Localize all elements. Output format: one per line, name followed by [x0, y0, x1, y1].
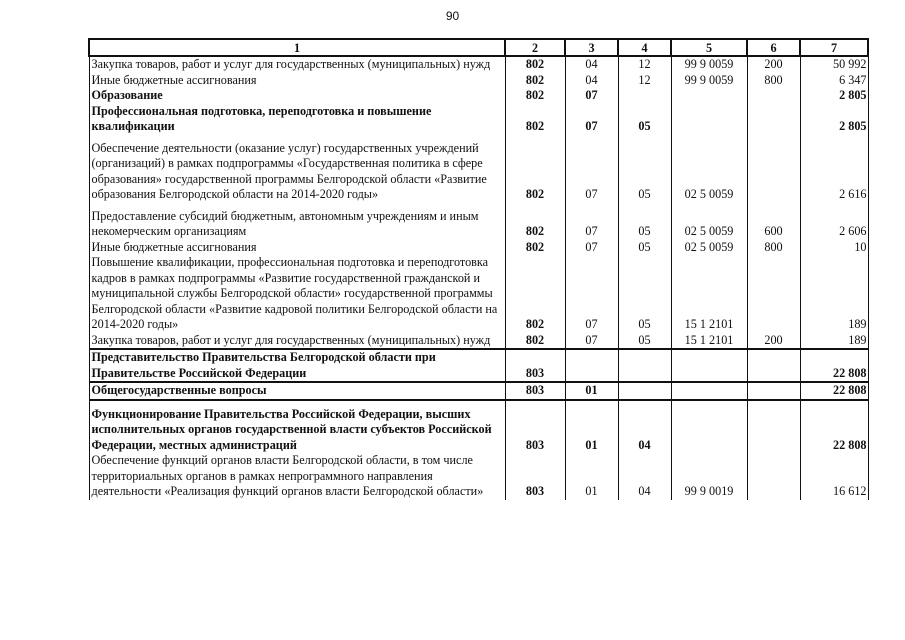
header-cell-2: 2 — [505, 39, 565, 56]
row-expense-type: 800 — [747, 73, 800, 89]
row-section: 01 — [565, 382, 618, 400]
row-section: 07 — [565, 104, 618, 135]
row-target-article: 99 9 0059 — [671, 56, 747, 73]
row-subsection: 12 — [618, 73, 671, 89]
row-description: Иные бюджетные ассигнования — [89, 73, 505, 89]
row-amount: 22 808 — [800, 382, 868, 400]
row-section: 07 — [565, 240, 618, 256]
row-expense-type — [747, 400, 800, 454]
row-amount: 16 612 — [800, 453, 868, 500]
row-expense-type — [747, 349, 800, 382]
header-cell-4: 4 — [618, 39, 671, 56]
row-target-article: 99 9 0019 — [671, 453, 747, 500]
row-target-article: 02 5 0059 — [671, 135, 747, 203]
row-target-article — [671, 349, 747, 382]
row-amount: 189 — [800, 333, 868, 350]
row-description: Обеспечение функций органов власти Белгородской области, в том числе территориальных органов в рамках непрограммного направления деятельности «Реализация функций органов власти Белгородской области» — [89, 453, 505, 500]
table-row — [89, 73, 868, 89]
table-row — [89, 400, 868, 454]
row-section: 04 — [565, 73, 618, 89]
row-ministry-code: 802 — [505, 73, 565, 89]
row-ministry-code: 802 — [505, 333, 565, 350]
row-expense-type: 600 — [747, 203, 800, 240]
row-section: 01 — [565, 400, 618, 454]
row-ministry-code: 803 — [505, 382, 565, 400]
row-description: Профессиональная подготовка, переподготовка и повышение квалификации — [89, 104, 505, 135]
row-amount: 10 — [800, 240, 868, 256]
row-description: Функционирование Правительства Российской Федерации, высших исполнительных органов государственной власти субъектов Российской Федерации, местных администраций — [89, 400, 505, 454]
row-subsection: 12 — [618, 56, 671, 73]
table-row — [89, 88, 868, 104]
row-amount: 2 616 — [800, 135, 868, 203]
row-target-article — [671, 104, 747, 135]
row-expense-type: 200 — [747, 56, 800, 73]
row-section: 07 — [565, 135, 618, 203]
row-section: 04 — [565, 56, 618, 73]
row-ministry-code: 802 — [505, 255, 565, 333]
row-ministry-code: 803 — [505, 453, 565, 500]
row-expense-type: 800 — [747, 240, 800, 256]
row-subsection: 05 — [618, 104, 671, 135]
row-expense-type — [747, 104, 800, 135]
header-cell-5: 5 — [671, 39, 747, 56]
header-cell-1: 1 — [89, 39, 505, 56]
row-description: Закупка товаров, работ и услуг для государственных (муниципальных) нужд — [89, 56, 505, 73]
row-subsection: 05 — [618, 333, 671, 350]
table-row — [89, 203, 868, 240]
row-target-article — [671, 88, 747, 104]
row-ministry-code: 803 — [505, 400, 565, 454]
row-ministry-code: 802 — [505, 135, 565, 203]
table-row — [89, 104, 868, 135]
table-row — [89, 240, 868, 256]
page-number: 90 — [445, 9, 460, 23]
row-description: Представительство Правительства Белгородской области при Правительстве Российской Федерации — [89, 349, 505, 382]
row-amount: 2 805 — [800, 88, 868, 104]
row-amount: 2 805 — [800, 104, 868, 135]
row-target-article — [671, 400, 747, 454]
header-cell-3: 3 — [565, 39, 618, 56]
row-subsection: 05 — [618, 240, 671, 256]
row-expense-type — [747, 135, 800, 203]
row-subsection: 05 — [618, 203, 671, 240]
row-section: 07 — [565, 203, 618, 240]
row-amount: 6 347 — [800, 73, 868, 89]
table-row — [89, 135, 868, 203]
row-ministry-code: 802 — [505, 56, 565, 73]
row-target-article — [671, 382, 747, 400]
row-section: 01 — [565, 453, 618, 500]
row-target-article: 15 1 2101 — [671, 255, 747, 333]
row-section: 07 — [565, 88, 618, 104]
table-row — [89, 333, 868, 350]
row-section: 07 — [565, 255, 618, 333]
row-target-article: 02 5 0059 — [671, 240, 747, 256]
table-row — [89, 349, 868, 382]
row-subsection: 05 — [618, 135, 671, 203]
row-expense-type — [747, 88, 800, 104]
row-ministry-code: 803 — [505, 349, 565, 382]
row-description: Предоставление субсидий бюджетным, автономным учреждениям и иным некомерческим организациям — [89, 203, 505, 240]
row-description: Образование — [89, 88, 505, 104]
header-cell-6: 6 — [747, 39, 800, 56]
row-ministry-code: 802 — [505, 104, 565, 135]
table-row — [89, 453, 868, 500]
row-description: Закупка товаров, работ и услуг для государственных (муниципальных) нужд — [89, 333, 505, 350]
row-description: Обеспечение деятельности (оказание услуг) государственных учреждений (организаций) в рамках подпрограммы «Государственная политика в сфере образования» государственной программы Белгородской области «Развитие образования Белгородской области на 2014-2020 годы» — [89, 135, 505, 203]
row-expense-type — [747, 453, 800, 500]
row-subsection — [618, 349, 671, 382]
table-row — [89, 382, 868, 400]
row-ministry-code: 802 — [505, 88, 565, 104]
row-subsection — [618, 382, 671, 400]
table-row — [89, 56, 868, 73]
row-target-article: 15 1 2101 — [671, 333, 747, 350]
row-subsection: 04 — [618, 453, 671, 500]
row-ministry-code: 802 — [505, 240, 565, 256]
row-description: Общегосударственные вопросы — [89, 382, 505, 400]
row-subsection: 05 — [618, 255, 671, 333]
row-amount: 50 992 — [800, 56, 868, 73]
row-subsection: 04 — [618, 400, 671, 454]
header-cell-7: 7 — [800, 39, 868, 56]
row-section — [565, 349, 618, 382]
row-expense-type: 200 — [747, 333, 800, 350]
row-expense-type — [747, 382, 800, 400]
budget-table — [88, 38, 869, 500]
header-row — [89, 39, 868, 56]
row-ministry-code: 802 — [505, 203, 565, 240]
row-target-article: 02 5 0059 — [671, 203, 747, 240]
row-amount: 22 808 — [800, 400, 868, 454]
row-subsection — [618, 88, 671, 104]
row-section: 07 — [565, 333, 618, 350]
row-amount: 189 — [800, 255, 868, 333]
row-amount: 2 606 — [800, 203, 868, 240]
row-target-article: 99 9 0059 — [671, 73, 747, 89]
table-row — [89, 255, 868, 333]
row-description: Иные бюджетные ассигнования — [89, 240, 505, 256]
row-expense-type — [747, 255, 800, 333]
row-description: Повышение квалификации, профессиональная подготовка и переподготовка кадров в рамках подпрограммы «Развитие государственной гражданской и муниципальной службы Белгородской области» государственной программы Белгородской области «Развитие кадровой политики Белгородской области на 2014-2020 годы» — [89, 255, 505, 333]
row-amount: 22 808 — [800, 349, 868, 382]
